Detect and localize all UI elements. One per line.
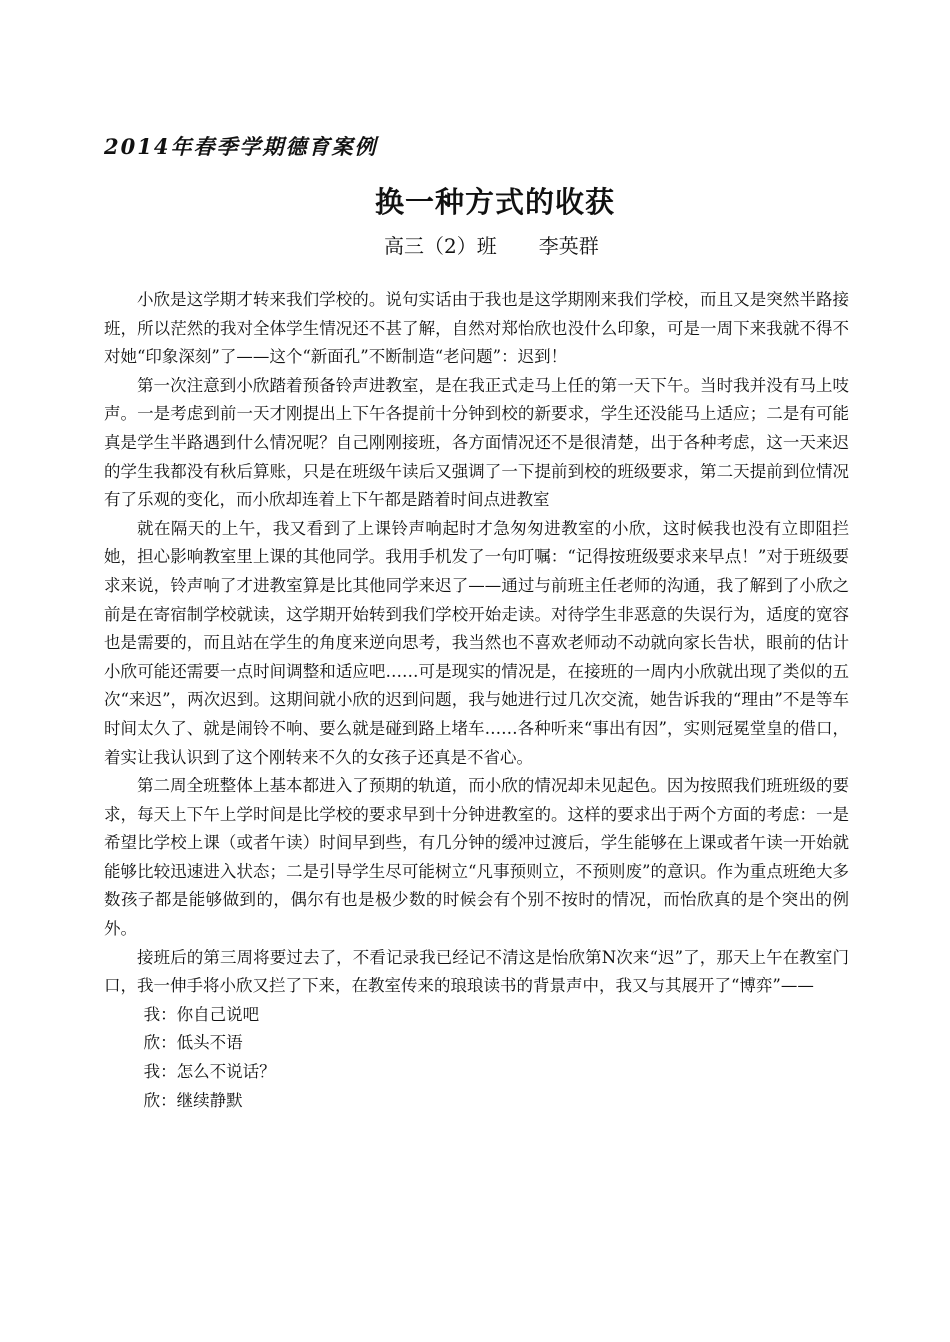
byline bbox=[384, 230, 599, 259]
document-title: 换一种方式的收获 bbox=[374, 185, 615, 219]
dialog-line: 欣：低头不语 bbox=[143, 1033, 243, 1053]
paragraph: 第二周全班整体上基本都进入了预期的轨道，而小欣的情况却未见起色。因为按照我们班班级的要求，每天上下午上学时间是比学校的要求早到十分钟进教室的。这样的要求出于两个方面的考虑：一是希望比学校上课（或者午读）时间早到些，有几分钟的缓冲过渡后，学生能够在上课或者午读一开始就能够比较迅速进入状态；二是引导学生尽可能树立“凡事预则立，不预则废”的意识。作为重点班绝大多数孩子都是能够做到的，偶尔有也是极少数的时候会有个别不按时的情况，而怡欣真的是个突出的例外。 bbox=[104, 776, 849, 939]
dialog-line: 我：你自己说吧 bbox=[143, 1004, 260, 1024]
byline-class: 高三（2）班 bbox=[384, 234, 497, 258]
paragraph: 就在隔天的上午，我又看到了上课铃声响起时才急匆匆进教室的小欣，这时候我也没有立即阻拦她，担心影响教室里上课的其他同学。我用手机发了一句叮嘱：“记得按班级要求来早点！”对于班级要求来说，铃声响了才进教室算是比其他同学来迟了——通过与前班主任老师的沟通，我了解到了小欣之前是在寄宿制学校就读，这学期开始转到我们学校开始走读。对待学生非恶意的失误行为，适度的宽容也是需要的，而且站在学生的角度来逆向思考，我当然也不喜欢老师动不动就向家长告状，眼前的估计小欣可能还需要一点时间调整和适应吧……可是现实的情况是，在接班的一周内小欣就出现了类似的五次“来迟”，两次迟到。这期间就小欣的迟到问题，我与她进行过几次交流，她告诉我的“理由”不是等车时间太久了、就是闹铃不响、要么就是碰到路上堵车……各种听来“事出有因”，实则冠冕堂皇的借口，着实让我认识到了这个刚转来不久的女孩子还真是不省心。 bbox=[104, 518, 849, 767]
paragraph: 小欣是这学期才转来我们学校的。说句实话由于我也是这学期刚来我们学校，而且又是突然半路接班，所以茫然的我对全体学生情况还不甚了解，自然对郑怡欣也没什么印象，可是一周下来我就不得不对她“印象深刻”了——这个“新面孔”不断制造“老问题”：迟到！ bbox=[104, 290, 849, 367]
paragraph: 接班后的第三周将要过去了，不看记录我已经记不清这是怡欣第N次来“迟”了，那天上午在教室门口，我一伸手将小欣又拦了下来，在教室传来的琅琅读书的背景声中，我又与其展开了“博弈”—— bbox=[104, 947, 849, 996]
dialog-line: 欣：继续静默 bbox=[143, 1090, 243, 1110]
paragraph: 第一次注意到小欣踏着预备铃声进教室，是在我正式走马上任的第一天下午。当时我并没有马上吱声。一是考虑到前一天才刚提出上下午各提前十分钟到校的新要求，学生还没能马上适应；二是有可能真是学生半路遇到什么情况呢？自己刚刚接班，各方面情况还不是很清楚，出于各种考虑，这一天来迟的学生我都没有秋后算账，只是在班级午读后又强调了一下提前到校的班级要求，第二天提前到位情况有了乐观的变化，而小欣却连着上下午都是踏着时间点进教室 bbox=[104, 375, 849, 510]
byline-author: 李英群 bbox=[538, 234, 599, 258]
document-body bbox=[104, 286, 849, 1115]
dialog-line: 我：怎么不说话？ bbox=[143, 1062, 276, 1082]
document-header: 2014年春季学期德育案例 bbox=[104, 134, 378, 159]
